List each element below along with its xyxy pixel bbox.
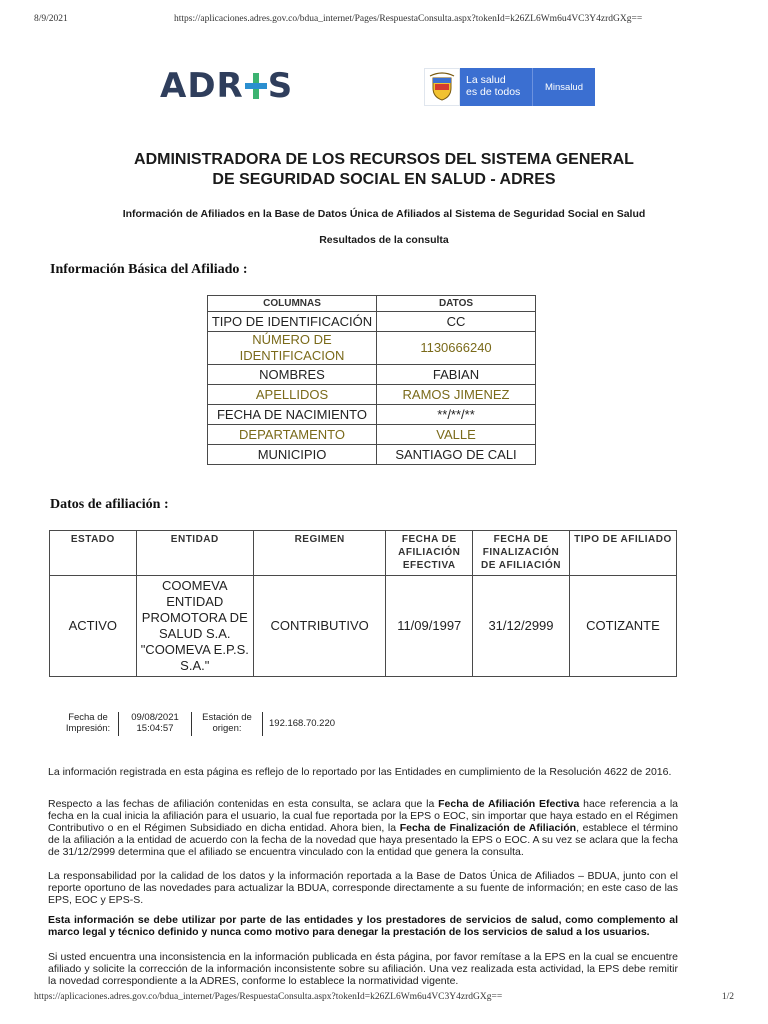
print-datetime	[119, 712, 191, 736]
regimen-cell: CONTRIBUTIVO	[253, 576, 386, 677]
table-row	[208, 405, 536, 425]
column-header-tipo-afiliado: TIPO DE AFILIADO	[569, 531, 676, 576]
row-label: FECHA DE NACIMIENTO	[208, 405, 377, 425]
fecha-afiliacion-term: Fecha de Afiliación Efectiva	[438, 798, 580, 810]
column-header-fecha-afiliacion: FECHA DE AFILIACIÓN EFECTIVA	[386, 531, 473, 576]
fecha-afiliacion-cell: 11/09/1997	[386, 576, 473, 677]
print-date-value: 09/08/2021	[131, 712, 179, 723]
estado-cell: ACTIVO	[50, 576, 137, 677]
table-row	[50, 576, 677, 677]
row-label: DEPARTAMENTO	[208, 425, 377, 445]
print-footer-url: https://aplicaciones.adres.gov.co/bdua_internet/Pages/RespuestaConsulta.aspx?tokenId=k26ZL6Wm6u4VC3Y4zrdGXg==	[34, 992, 503, 1002]
adres-logo-text-a: AD	[160, 66, 217, 106]
row-value: CC	[377, 312, 536, 332]
station-ip: 192.168.70.220	[269, 718, 336, 729]
column-header-entidad: ENTIDAD	[136, 531, 253, 576]
table-row	[208, 425, 536, 445]
info-paragraph-dates: Respecto a las fechas de afiliación contenidas en esta consulta, se aclara que la Fecha de Afiliación Efectiva hace referencia a la fecha en la cual inicia la afiliación para el usuario, la cual fue reportada por la EPS o EOC, sin importar que haya estado en el Régimen Contributivo o en el Régimen Subsidiado en dicha entidad. Ahora bien, la Fecha de Finalización de Afiliación, establece el término de la afiliación a la entidad de acuerdo con la fecha de la novedad que haya presentado la EPS o EOC. A su vez se aclara que la fecha de 31/12/2999 determina que el afiliado se encuentra vinculado con la entidad que genera la consulta.	[48, 798, 679, 858]
row-label: APELLIDOS	[208, 385, 377, 405]
table-row	[208, 312, 536, 332]
affiliation-heading: Datos de afiliación :	[50, 497, 169, 512]
entidad-cell: COOMEVA ENTIDAD PROMOTORA DE SALUD S.A. "COOMEVA E.P.S. S.A."	[136, 576, 253, 677]
row-value: **/**/**	[377, 405, 536, 425]
adres-plus-icon	[245, 71, 267, 101]
page-subtitle: Información de Afiliados en la Base de Datos Única de Afiliados al Sistema de Seguridad Social en Salud	[122, 208, 646, 220]
results-subtitle: Resultados de la consulta	[319, 234, 449, 246]
page-title-line-1: ADMINISTRADORA DE LOS RECURSOS DEL SISTEMA GENERAL	[134, 151, 634, 168]
print-date-label: Fecha de Impresión:	[65, 712, 111, 734]
adres-logo-text-s: S	[267, 66, 294, 106]
column-header-columnas: COLUMNAS	[208, 296, 377, 312]
fecha-finalizacion-term: Fecha de Finalización de Afiliación	[399, 822, 577, 834]
row-value: VALLE	[377, 425, 536, 445]
row-value: FABIAN	[377, 365, 536, 385]
info-paragraph-responsibility: La responsabilidad por la calidad de los datos y la información reportada a la Base de Datos Única de Afiliados – BDUA, junto con el reporte oportuno de las novedades para actualizar la BDUA, corresponde directamente a su fuente de información; en este caso de las EPS, EOC y EPS-S.	[48, 870, 678, 906]
table-row	[208, 365, 536, 385]
minsalud-slogan	[460, 68, 532, 106]
table-row	[208, 385, 536, 405]
adres-logo-text-r: R	[216, 66, 244, 106]
column-header-fecha-finalizacion: FECHA DE FINALIZACIÓN DE AFILIACIÓN	[473, 531, 570, 576]
table-row	[208, 332, 536, 365]
row-label: NOMBRES	[208, 365, 377, 385]
row-label: NÚMERO DE IDENTIFICACION	[208, 332, 377, 365]
fecha-finalizacion-cell: 31/12/2999	[473, 576, 570, 677]
row-value: SANTIAGO DE CALI	[377, 445, 536, 465]
adres-logo	[160, 66, 293, 106]
print-time-value: 15:04:57	[136, 723, 174, 734]
page-title-line-2: DE SEGURIDAD SOCIAL EN SALUD - ADRES	[212, 171, 556, 188]
tipo-afiliado-cell: COTIZANTE	[569, 576, 676, 677]
minsalud-brand: Minsalud	[532, 68, 595, 106]
minsalud-logo	[424, 68, 595, 106]
page-title	[40, 150, 728, 190]
column-header-estado: ESTADO	[50, 531, 137, 576]
affiliation-table	[49, 530, 677, 677]
slogan-line-1: La salud	[466, 74, 506, 86]
info-paragraph-usage: Esta información se debe utilizar por parte de las entidades y los prestadores de servicios de salud, como complemento al marco legal y técnico definido y nunca como motivo para denegar la prestación de los servicios de salud a los usuarios.	[48, 914, 678, 938]
row-value: 1130666240	[377, 332, 536, 365]
basic-info-heading: Información Básica del Afiliado :	[50, 262, 248, 277]
print-date: 8/9/2021	[34, 14, 68, 24]
info-paragraph-inconsistency: Si usted encuentra una inconsistencia en la información publicada en ésta página, por favor remítase a la EPS en la cual se encuentre afiliado y solicite la corrección de la información inconsistente sobre su afiliación. Una vez realizada esta actividad, la EPS debe remitir la novedad correspondiente a la ADRES, conforme lo establece la normatividad vigente.	[48, 951, 678, 987]
print-stamp	[58, 712, 341, 736]
basic-info-table	[207, 295, 536, 465]
row-label: TIPO DE IDENTIFICACIÓN	[208, 312, 377, 332]
colombia-crest-icon	[424, 68, 460, 106]
column-header-regimen: REGIMEN	[253, 531, 386, 576]
station-label: Estación de origen:	[202, 712, 252, 734]
print-url: https://aplicaciones.adres.gov.co/bdua_internet/Pages/RespuestaConsulta.aspx?tokenId=k26ZL6Wm6u4VC3Y4zrdGXg==	[174, 14, 643, 24]
slogan-line-2: es de todos	[466, 86, 521, 98]
info-paragraph-resolution: La información registrada en esta página es reflejo de lo reportado por las Entidades en cumplimiento de la Resolución 4622 de 2016.	[48, 766, 672, 778]
row-value: RAMOS JIMENEZ	[377, 385, 536, 405]
column-header-datos: DATOS	[377, 296, 536, 312]
table-row	[208, 445, 536, 465]
row-label: MUNICIPIO	[208, 445, 377, 465]
page-number: 1/2	[721, 992, 734, 1002]
